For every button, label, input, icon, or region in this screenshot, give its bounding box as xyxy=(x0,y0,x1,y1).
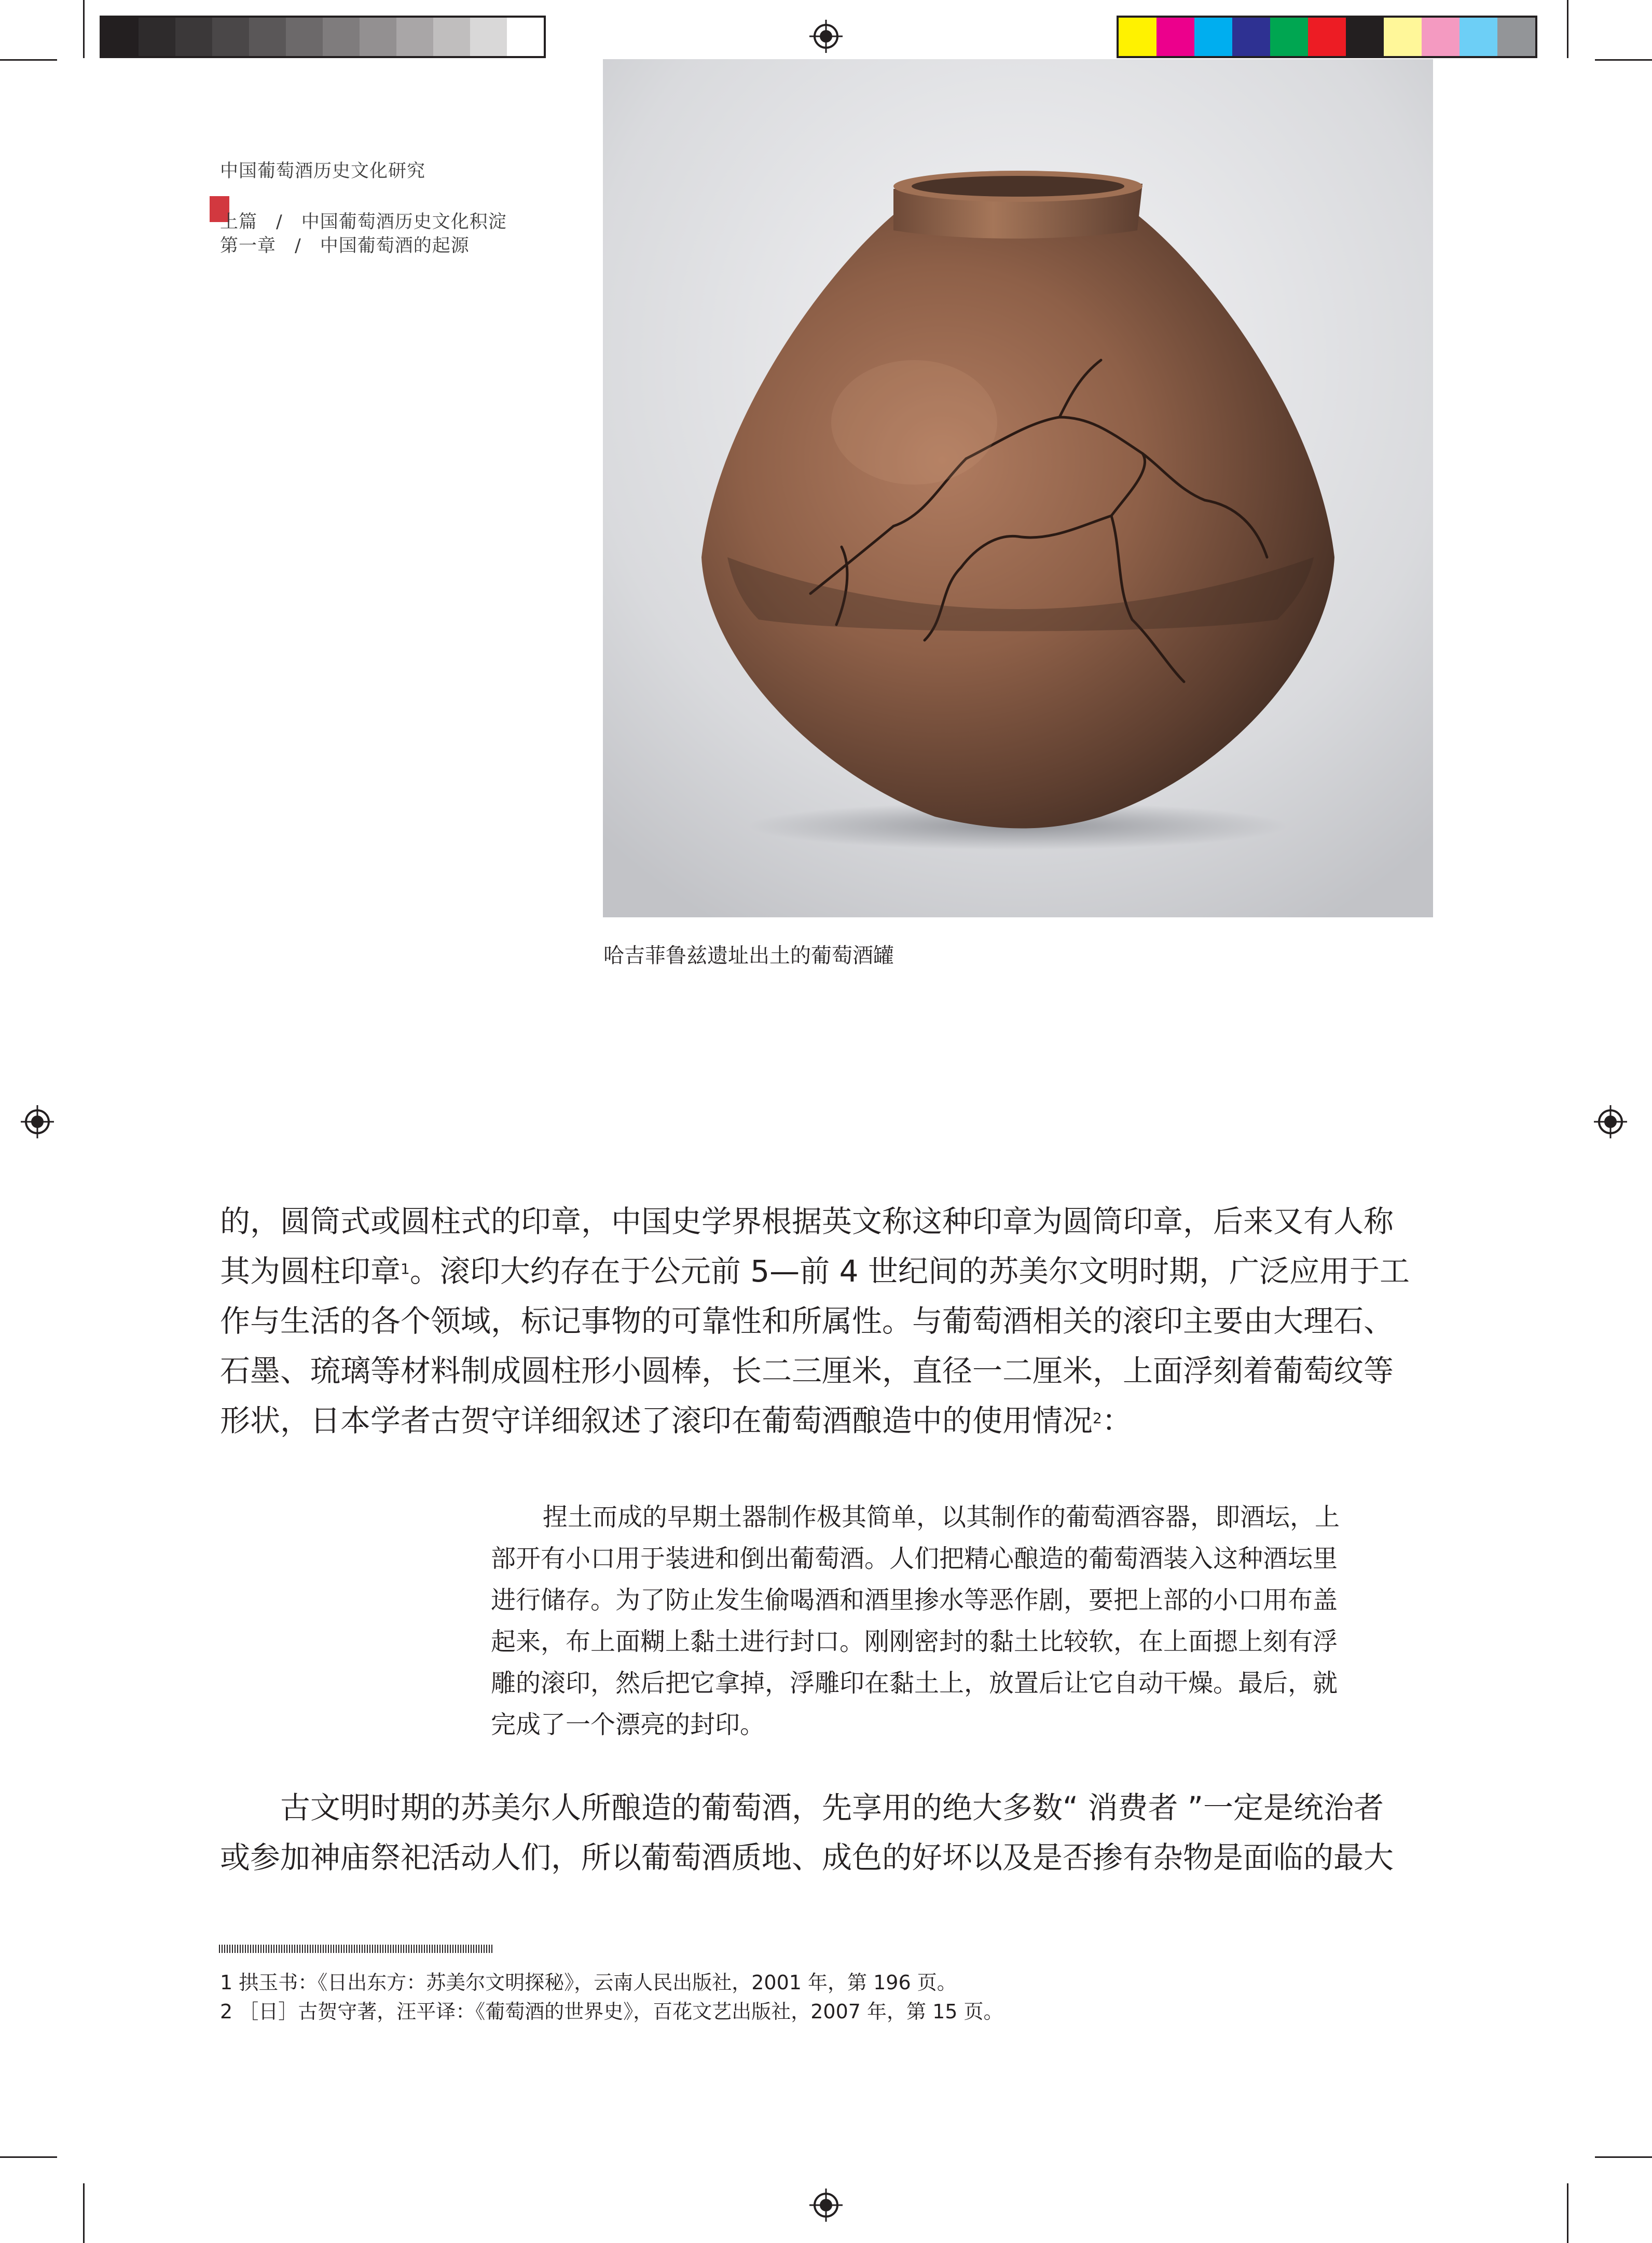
gray-swatch xyxy=(286,18,323,56)
block-quote-line: 捏土而成的早期土器制作极其简单，以其制作的葡萄酒容器，即酒坛，上 xyxy=(543,1503,1340,1532)
footnote-ref[interactable]: 1 xyxy=(401,1260,410,1277)
running-header-part: 上篇 / 中国葡萄酒历史文化积淀 xyxy=(220,212,507,232)
color-swatch xyxy=(1308,18,1346,56)
block-quote-line: 完成了一个漂亮的封印。 xyxy=(491,1710,765,1739)
footnote-ref[interactable]: 2 xyxy=(1093,1410,1102,1427)
running-header-book-title: 中国葡萄酒历史文化研究 xyxy=(220,161,426,182)
color-swatch xyxy=(1232,18,1270,56)
registration-mark-icon xyxy=(809,20,843,53)
color-swatch xyxy=(1460,18,1497,56)
color-swatch xyxy=(1194,18,1232,56)
block-quote-line: 雕的滚印，然后把它拿掉，浮雕印在黏土上，放置后让它自动干燥。最后，就 xyxy=(491,1669,1338,1698)
body-text-line: 其为圆柱印章$^1$。滚印大约存在于公元前 5—前 4 世纪间的苏美尔文明时期，广泛应用于工 xyxy=(220,1254,1410,1289)
block-quote-line: 进行储存。为了防止发生偷喝酒和酒里掺水等恶作剧，要把上部的小口用布盖 xyxy=(491,1586,1338,1615)
color-swatch xyxy=(1384,18,1422,56)
crop-mark xyxy=(0,2156,57,2158)
grayscale-calibration-bar xyxy=(100,16,546,58)
figure-caption: 哈吉菲鲁兹遗址出土的葡萄酒罐 xyxy=(603,944,894,968)
gray-swatch xyxy=(507,18,544,56)
crop-mark xyxy=(1595,59,1652,61)
registration-mark-icon xyxy=(809,2189,843,2222)
color-swatch xyxy=(1157,18,1194,56)
gray-swatch xyxy=(249,18,286,56)
body-text-line: 或参加神庙祭祀活动人们，所以葡萄酒质地、成色的好坏以及是否掺有杂物是面临的最大 xyxy=(220,1840,1394,1875)
crop-mark xyxy=(1567,2183,1568,2243)
crop-mark xyxy=(1567,0,1568,58)
footnote: 1 拱玉书：《日出东方：苏美尔文明探秘》，云南人民出版社，2001 年，第 196 页。 xyxy=(220,1971,957,1994)
gray-swatch xyxy=(102,18,139,56)
block-quote-line: 起来，布上面糊上黏土进行封口。刚刚密封的黏土比较软，在上面摁上刻有浮 xyxy=(491,1627,1338,1656)
crop-mark xyxy=(83,0,85,58)
color-swatch xyxy=(1119,18,1157,56)
gray-swatch xyxy=(212,18,249,56)
registration-mark-icon xyxy=(21,1105,54,1138)
ancient-wine-jar-photo xyxy=(603,59,1433,917)
crop-mark xyxy=(1595,2156,1652,2158)
gray-swatch xyxy=(433,18,470,56)
crop-mark xyxy=(0,59,57,61)
footnote-divider xyxy=(219,1945,493,1953)
gray-swatch xyxy=(139,18,175,56)
body-text-line: 石墨、琉璃等材料制成圆柱形小圆棒，长二三厘米，直径一二厘米，上面浮刻着葡萄纹等 xyxy=(220,1353,1394,1388)
running-header-chapter: 第一章 / 中国葡萄酒的起源 xyxy=(220,236,470,256)
color-swatch xyxy=(1422,18,1460,56)
block-quote-line: 部开有小口用于装进和倒出葡萄酒。人们把精心酿造的葡萄酒装入这种酒坛里 xyxy=(491,1544,1338,1573)
body-text-line: 形状，日本学者古贺守详细叙述了滚印在葡萄酒酿造中的使用情况$^2$： xyxy=(220,1403,1132,1438)
color-swatch xyxy=(1270,18,1308,56)
crop-mark xyxy=(83,2183,85,2243)
color-swatch xyxy=(1497,18,1535,56)
body-text-line: 的，圆筒式或圆柱式的印章，中国史学界根据英文称这种印章为圆筒印章，后来又有人称 xyxy=(220,1204,1394,1239)
gray-swatch xyxy=(396,18,433,56)
color-swatch xyxy=(1346,18,1384,56)
gray-swatch xyxy=(323,18,360,56)
body-text-line: 古文明时期的苏美尔人所酿造的葡萄酒，先享用的绝大多数“ 消费者 ”一定是统治者 xyxy=(280,1790,1384,1825)
body-text-line: 作与生活的各个领域，标记事物的可靠性和所属性。与葡萄酒相关的滚印主要由大理石、 xyxy=(220,1303,1394,1339)
gray-swatch xyxy=(470,18,507,56)
color-calibration-bar xyxy=(1117,16,1537,58)
footnote: 2 ［日］古贺守著，汪平译：《葡萄酒的世界史》，百花文艺出版社，2007 年，第 15 页。 xyxy=(220,2000,1003,2023)
registration-mark-icon xyxy=(1594,1105,1627,1138)
gray-swatch xyxy=(360,18,396,56)
gray-swatch xyxy=(175,18,212,56)
